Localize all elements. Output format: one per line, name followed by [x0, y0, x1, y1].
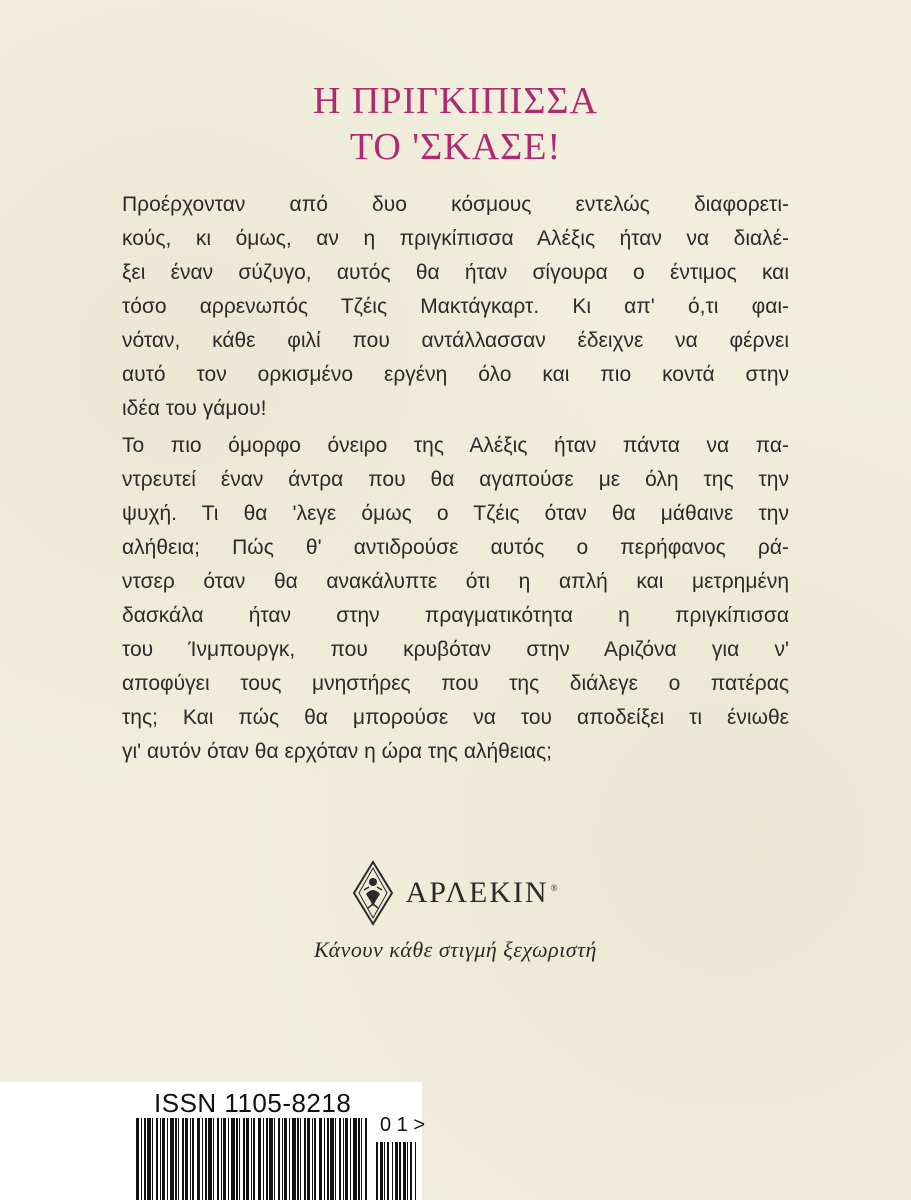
- barcode-bar: [175, 1118, 177, 1200]
- barcode-bar: [324, 1118, 325, 1200]
- barcode-bar: [221, 1118, 222, 1200]
- barcode-bar: [162, 1118, 165, 1200]
- barcode-bar: [278, 1118, 280, 1200]
- barcode-bar: [208, 1118, 212, 1200]
- barcode-bar: [178, 1118, 179, 1200]
- barcode-bar: [192, 1118, 194, 1200]
- publisher-tagline: Κάνουν κάθε στιγμή ξεχωριστή: [314, 937, 597, 962]
- barcode-bar: [217, 1118, 219, 1200]
- publisher-name: ΑΡΛΕΚΙΝ ®: [405, 876, 560, 909]
- barcode-bar: [327, 1118, 329, 1200]
- barcode-bar: [152, 1118, 153, 1200]
- paragraph-line: αυτό τον ορκισμένο εργένη όλο και πιο κοντά στην: [122, 363, 789, 386]
- paragraph-line: γι' αυτόν όταν θα ερχόταν η ώρα της αλήθειας;: [122, 740, 552, 763]
- paragraph-line: ντρευτεί έναν άντρα που θα αγαπούσε με όλη της την: [122, 468, 789, 491]
- barcode-bar: [353, 1118, 357, 1200]
- barcode-bar: [410, 1142, 412, 1200]
- barcode-bar: [297, 1118, 299, 1200]
- barcode-bar: [182, 1118, 184, 1200]
- barcode-bar: [243, 1118, 245, 1200]
- barcode-bar: [403, 1142, 406, 1200]
- barcode-bar: [160, 1118, 161, 1200]
- barcode-bar: [205, 1118, 207, 1200]
- barcode-bar: [284, 1118, 287, 1200]
- barcode-bar: [376, 1142, 378, 1200]
- barcode-bar: [358, 1118, 360, 1200]
- paragraph-line: του Ίνμπουργκ, που κρυβόταν στην Αριζόνα για ν': [122, 638, 789, 661]
- barcode-bar: [380, 1142, 383, 1200]
- barcode-bar: [170, 1118, 174, 1200]
- barcode-bar: [319, 1118, 322, 1200]
- barcode-bar: [156, 1118, 158, 1200]
- publisher-block: [0, 860, 911, 963]
- barcode-bar: [345, 1118, 348, 1200]
- barcode-bar: [269, 1118, 273, 1200]
- barcode-bar: [258, 1118, 261, 1200]
- barcode-bar: [231, 1118, 235, 1200]
- barcode-bar: [361, 1118, 362, 1200]
- barcode-bar: [141, 1118, 142, 1200]
- barcode-bar: [292, 1118, 296, 1200]
- barcode-bar: [392, 1142, 393, 1200]
- barcode-bar: [251, 1118, 252, 1200]
- barcode-bar: [330, 1118, 334, 1200]
- paragraph-line: δασκάλα ήταν στην πραγματικότητα η πριγκίπισσα: [122, 604, 789, 627]
- paragraph-line: ιδέα του γάμου!: [122, 397, 267, 420]
- barcode-bar: [384, 1142, 385, 1200]
- blurb-paragraph-1: [122, 188, 789, 426]
- barcode-bar: [266, 1118, 268, 1200]
- barcode-bar: [136, 1118, 139, 1200]
- paragraph-line: αποφύγει τους μνηστήρες που της διάλεγε ο πατέρας: [122, 672, 789, 695]
- barcode-bar: [228, 1118, 229, 1200]
- barcode-bar: [185, 1118, 188, 1200]
- barcode-bar: [335, 1118, 336, 1200]
- barcode-bar: [304, 1118, 306, 1200]
- barcode-icon: [136, 1118, 368, 1200]
- barcode-addon-icon: [376, 1142, 416, 1200]
- barcode-bar: [202, 1118, 203, 1200]
- barcode-bar: [307, 1118, 310, 1200]
- barcode-bar: [213, 1118, 214, 1200]
- harlequin-diamond-logo-icon: [352, 860, 394, 926]
- barcode-bar: [350, 1118, 351, 1200]
- barcode-bar: [282, 1118, 283, 1200]
- barcode-bar: [312, 1118, 313, 1200]
- barcode-bar: [246, 1118, 249, 1200]
- paragraph-line: ξει έναν σύζυγο, αυτός θα ήταν σίγουρα ο έντιμος και: [122, 261, 789, 284]
- barcode-bar: [239, 1118, 240, 1200]
- issn-number: ISSN 1105-8218: [154, 1088, 352, 1118]
- paragraph-line: νόταν, κάθε φιλί που αντάλλασσαν έδειχνε να φέρνει: [122, 329, 789, 352]
- book-title-line-1: Η ΠΡΙΓΚΙΠΙΣΣΑ: [312, 80, 598, 122]
- barcode-bar: [147, 1118, 151, 1200]
- barcode-bar: [300, 1118, 301, 1200]
- barcode-bar: [365, 1118, 367, 1200]
- barcode-bar: [395, 1142, 398, 1200]
- barcode-bar: [253, 1118, 255, 1200]
- barcode-bar: [314, 1118, 316, 1200]
- publisher-logo: [352, 860, 560, 926]
- blurb-paragraph-2: [122, 429, 789, 769]
- paragraph-line: αλήθεια; Πώς θ' αντιδρούσε αυτός ο περήφανος ρά-: [122, 536, 789, 559]
- barcode-addon-number: 0 1 >: [380, 1114, 426, 1136]
- barcode-bar: [289, 1118, 290, 1200]
- barcode-bar: [190, 1118, 191, 1200]
- barcode-bar: [407, 1142, 408, 1200]
- barcode-bar: [197, 1118, 200, 1200]
- barcode-bar: [223, 1118, 226, 1200]
- paragraph-line: Προέρχονταν από δυο κόσμους εντελώς διαφορετι-: [122, 193, 789, 216]
- book-title-line-2: ΤΟ 'ΣΚΑΣΕ!: [349, 126, 562, 168]
- barcode-bar: [415, 1142, 416, 1200]
- paragraph-line: τόσο αρρενωπός Τζέις Μακτάγκαρτ. Κι απ' ό,τι φαι-: [122, 295, 789, 318]
- book-title: [0, 78, 911, 170]
- barcode-bar: [387, 1142, 389, 1200]
- paragraph-line: Το πιο όμορφο όνειρο της Αλέξις ήταν πάντα να πα-: [122, 434, 789, 457]
- barcode-bar: [167, 1118, 168, 1200]
- barcode-bar: [339, 1118, 341, 1200]
- paragraph-line: ψυχή. Τι θα 'λεγε όμως ο Τζέις όταν θα μάθαινε την: [122, 502, 789, 525]
- paragraph-line: της; Και πώς θα μπορούσε να του αποδείξει τι ένιωθε: [122, 706, 789, 729]
- paragraph-line: ντσερ όταν θα ανακάλυπτε ότι η απλή και μετρημένη: [122, 570, 789, 593]
- barcode-bar: [343, 1118, 344, 1200]
- barcode-bar: [236, 1118, 238, 1200]
- barcode-bar: [399, 1142, 401, 1200]
- barcode-bar: [144, 1118, 146, 1200]
- paragraph-line: κούς, κι όμως, αν η πριγκίπισσα Αλέξις ήταν να διαλέ-: [122, 227, 789, 250]
- barcode-bar: [274, 1118, 275, 1200]
- barcode-bar: [263, 1118, 264, 1200]
